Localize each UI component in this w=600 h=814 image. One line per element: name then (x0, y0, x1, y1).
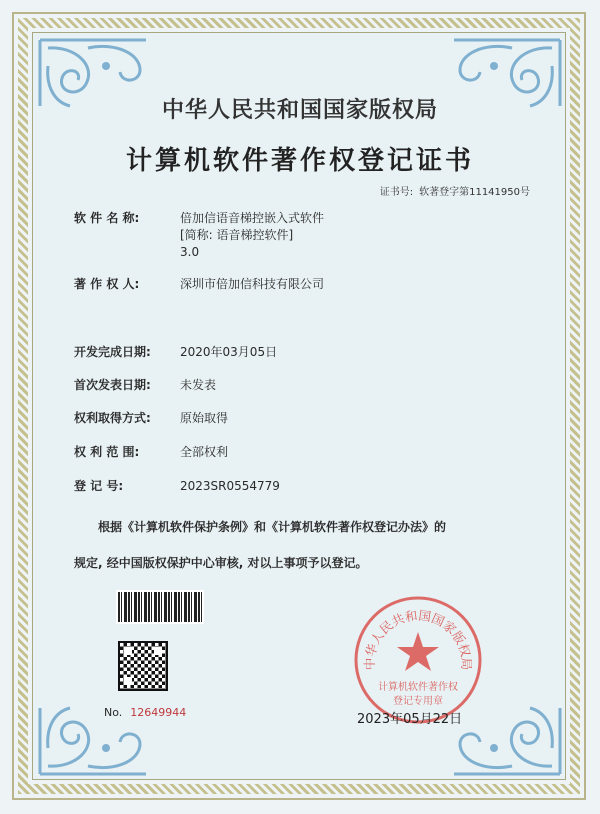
acquire-row (74, 410, 228, 427)
seal-center-line-2: 登记专用章 (393, 696, 443, 707)
serial-number-value: 12649944 (130, 706, 187, 719)
qr-code (118, 641, 168, 691)
acquire-value: 原始取得 (180, 411, 229, 425)
publish-date-label: 首次发表日期: (74, 378, 151, 392)
statement-line-2: 规定, 经中国版权保护中心审核, 对以上事项予以登记。 (74, 556, 368, 570)
serial-number-label: No. (104, 706, 123, 719)
seal-star-icon (397, 632, 439, 671)
reg-no-label: 登 记 号: (74, 479, 124, 493)
owner-label: 著 作 权 人: (74, 277, 140, 291)
scope-value: 全部权利 (180, 445, 229, 459)
seal-ring-text: 中华人民共和国国家版权局 (361, 607, 475, 671)
owner-row (74, 276, 324, 293)
acquire-label: 权利取得方式: (74, 411, 151, 425)
owner-value: 深圳市倍加信科技有限公司 (180, 277, 325, 291)
barcode (116, 590, 204, 624)
software-version: 3.0 (180, 245, 200, 259)
publish-date-value: 未发表 (180, 378, 217, 392)
software-name-row (74, 210, 324, 261)
software-name-label: 软 件 名 称: (74, 211, 140, 225)
reg-no-row (74, 478, 280, 495)
certificate-number-label: 证书号: (379, 187, 414, 198)
official-seal (352, 594, 484, 726)
publish-date-row (74, 377, 216, 394)
certificate-number (380, 183, 530, 198)
software-name-value: 倍加信语音梯控嵌入式软件 (180, 211, 325, 225)
issue-date: 2023年05月22日 (357, 712, 463, 727)
statement-line-1: 根据《计算机软件保护条例》和《计算机软件著作权登记办法》的 (98, 520, 447, 534)
certificate-title: 计算机软件著作权登记证书 (125, 146, 474, 176)
scope-row (74, 444, 228, 461)
dev-date-value: 2020年03月05日 (180, 345, 278, 359)
dev-date-row (74, 344, 277, 361)
dev-date-label: 开发完成日期: (74, 345, 151, 359)
certificate-number-value: 软著登字第11141950号 (419, 187, 530, 198)
software-name-block (180, 210, 324, 261)
issuing-agency: 中华人民共和国国家版权局 (161, 98, 438, 123)
software-short-name: [简称: 语音梯控软件] (180, 228, 294, 242)
serial-number (104, 706, 186, 719)
scope-label: 权 利 范 围: (74, 445, 140, 459)
reg-no-value: 2023SR0554779 (180, 479, 280, 493)
seal-center-line-1: 计算机软件著作权 (378, 682, 458, 693)
